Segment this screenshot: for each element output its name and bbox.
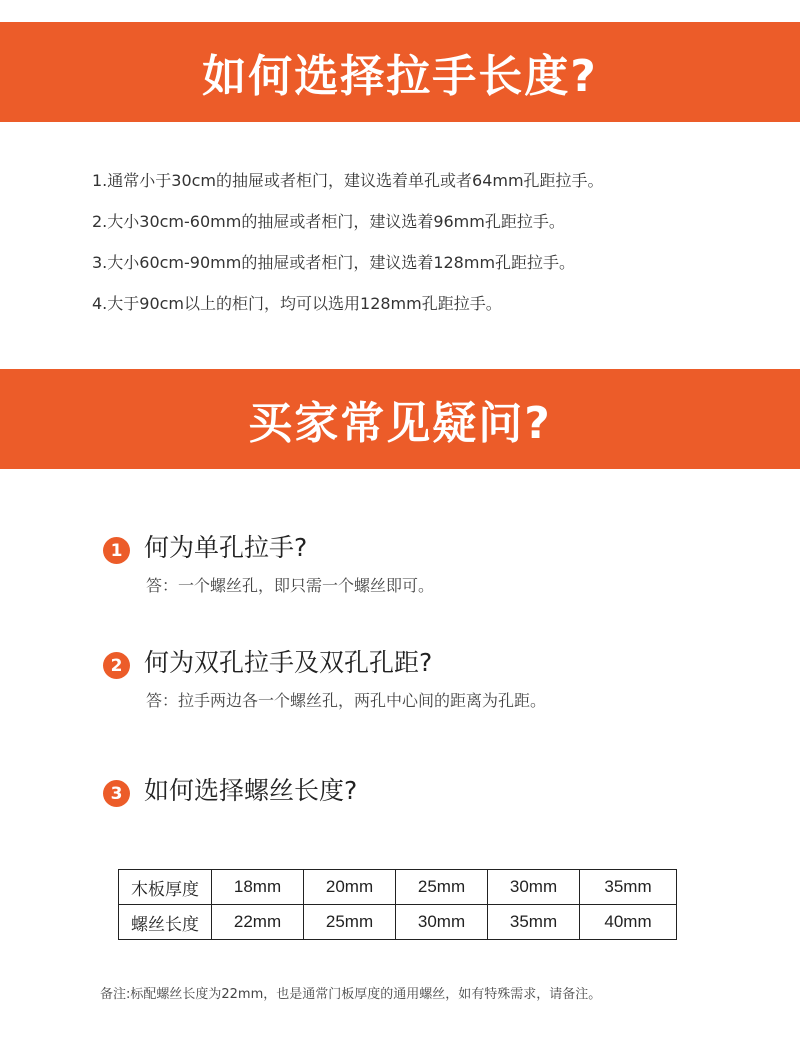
table-cell: 20mm bbox=[304, 870, 396, 905]
faq-answer: 答：拉手两边各一个螺丝孔，两孔中心间的距离为孔距。 bbox=[146, 691, 547, 710]
table-row bbox=[119, 870, 677, 905]
table-cell: 40mm bbox=[580, 905, 677, 940]
section-title-length: 如何选择拉手长度? bbox=[202, 51, 598, 102]
table-cell: 30mm bbox=[488, 870, 580, 905]
table-cell: 25mm bbox=[304, 905, 396, 940]
table-cell: 18mm bbox=[212, 870, 304, 905]
faq-question: 如何选择螺丝长度? bbox=[144, 776, 358, 805]
number-badge: 1 bbox=[103, 537, 130, 564]
tip-item: 1.通常小于30cm的抽屉或者柜门，建议选着单孔或者64mm孔距拉手。 bbox=[92, 171, 604, 190]
table-cell: 22mm bbox=[212, 905, 304, 940]
section-banner-length bbox=[0, 22, 800, 122]
table-cell: 25mm bbox=[396, 870, 488, 905]
tip-item: 2.大小30cm-60mm的抽屉或者柜门，建议选着96mm孔距拉手。 bbox=[92, 212, 565, 231]
faq-question: 何为双孔拉手及双孔孔距? bbox=[144, 648, 433, 677]
number-badge: 2 bbox=[103, 652, 130, 679]
table-cell: 35mm bbox=[580, 870, 677, 905]
section-banner-faq bbox=[0, 369, 800, 469]
table-row-header: 螺丝长度 bbox=[119, 905, 212, 940]
table-cell: 35mm bbox=[488, 905, 580, 940]
table-row-header: 木板厚度 bbox=[119, 870, 212, 905]
faq-question: 何为单孔拉手? bbox=[144, 533, 308, 562]
number-badge: 3 bbox=[103, 780, 130, 807]
screw-length-table bbox=[118, 869, 677, 940]
section-title-faq: 买家常见疑问? bbox=[248, 398, 552, 449]
table-cell: 30mm bbox=[396, 905, 488, 940]
table-row bbox=[119, 905, 677, 940]
tip-item: 3.大小60cm-90mm的抽屉或者柜门，建议选着128mm孔距拉手。 bbox=[92, 253, 576, 272]
faq-answer: 答：一个螺丝孔，即只需一个螺丝即可。 bbox=[146, 576, 435, 595]
length-tips-list bbox=[92, 170, 772, 334]
footnote: 备注:标配螺丝长度为22mm，也是通常门板厚度的通用螺丝，如有特殊需求，请备注。 bbox=[100, 987, 602, 1002]
tip-item: 4.大于90cm以上的柜门，均可以选用128mm孔距拉手。 bbox=[92, 294, 502, 313]
